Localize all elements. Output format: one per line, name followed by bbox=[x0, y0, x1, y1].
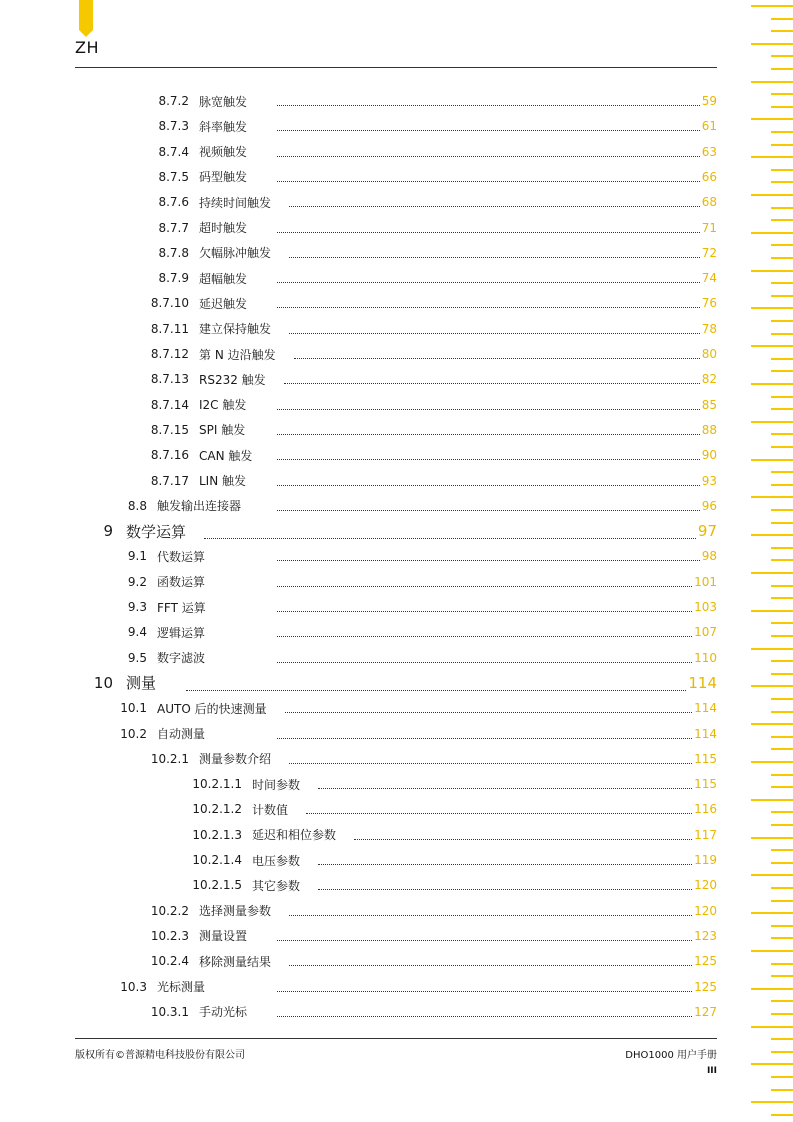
toc-entry[interactable] bbox=[0, 342, 717, 366]
toc-entry-title: I2C 触发 bbox=[199, 398, 247, 413]
toc-entry-title: 超幅触发 bbox=[199, 271, 248, 286]
toc-entry[interactable] bbox=[0, 975, 717, 999]
toc-leader-dots bbox=[277, 458, 700, 460]
toc-entry-number: 8.7.3 bbox=[158, 119, 189, 134]
toc-entry[interactable] bbox=[0, 823, 717, 847]
toc-entry-page: 76 bbox=[701, 296, 717, 311]
toc-leader-dots bbox=[277, 104, 700, 106]
ruler-tick bbox=[771, 1089, 793, 1091]
toc-entry-page: 117 bbox=[694, 827, 717, 842]
toc-entry-page: 88 bbox=[701, 422, 717, 437]
footer-rule bbox=[75, 1038, 717, 1039]
toc-entry-number: 9.4 bbox=[127, 625, 147, 640]
ruler-tick bbox=[771, 673, 793, 675]
ruler-tick bbox=[751, 685, 793, 687]
ruler-tick bbox=[771, 471, 793, 473]
toc-entry[interactable] bbox=[0, 570, 717, 594]
ruler-tick bbox=[771, 446, 793, 448]
toc-entry-number: 8.8 bbox=[127, 498, 147, 513]
toc-entry-number: 10.2 bbox=[120, 726, 147, 741]
ruler-tick bbox=[771, 1000, 793, 1002]
toc-entry-title: 电压参数 bbox=[252, 853, 301, 868]
toc-entry[interactable] bbox=[0, 620, 717, 644]
toc-entry[interactable] bbox=[0, 519, 717, 543]
toc-entry-page: 123 bbox=[694, 928, 717, 943]
toc-entry[interactable] bbox=[0, 924, 717, 948]
ruler-tick bbox=[771, 408, 793, 410]
toc-entry[interactable] bbox=[0, 671, 717, 695]
toc-entry-title: 视频触发 bbox=[199, 145, 248, 160]
toc-entry-number: 10.2.4 bbox=[150, 954, 189, 969]
toc-entry-page: 115 bbox=[694, 777, 717, 792]
toc-entry-page: 110 bbox=[694, 650, 717, 665]
ruler-tick bbox=[751, 874, 793, 876]
toc-entry[interactable] bbox=[0, 241, 717, 265]
toc-leader-dots bbox=[284, 382, 700, 384]
ruler-tick bbox=[771, 1114, 793, 1116]
ruler-tick bbox=[771, 144, 793, 146]
toc-entry-number: 8.7.2 bbox=[158, 94, 189, 108]
page-number: III bbox=[706, 1066, 717, 1076]
toc-leader-dots bbox=[277, 306, 700, 308]
toc-entry[interactable] bbox=[0, 1000, 717, 1024]
toc-entry-number: 8.7.11 bbox=[150, 321, 189, 336]
ruler-tick bbox=[751, 270, 793, 272]
toc-leader-dots bbox=[354, 838, 692, 840]
toc-leader-dots bbox=[277, 129, 700, 131]
toc-leader-dots bbox=[186, 689, 686, 691]
toc-leader-dots bbox=[277, 661, 692, 663]
toc-leader-dots bbox=[289, 964, 692, 966]
toc-entry-title: AUTO 后的快速测量 bbox=[157, 701, 267, 716]
ruler-tick bbox=[771, 396, 793, 398]
toc-entry-page: 125 bbox=[694, 954, 717, 969]
toc-entry-page: 68 bbox=[701, 195, 717, 210]
ruler-tick bbox=[751, 307, 793, 309]
toc-entry-page: 66 bbox=[701, 169, 717, 184]
toc-entry-page: 98 bbox=[701, 549, 717, 564]
footer-manual-title: DHO1000 用户手册 bbox=[625, 1050, 717, 1061]
ruler-tick bbox=[771, 257, 793, 259]
toc-entry-page: 115 bbox=[694, 751, 717, 766]
toc-entry-page: 114 bbox=[694, 701, 717, 716]
toc-leader-dots bbox=[289, 332, 700, 334]
toc-entry-number: 10.2.1.2 bbox=[192, 802, 242, 817]
ruler-tick bbox=[771, 887, 793, 889]
ruler-tick bbox=[771, 975, 793, 977]
ruler-tick bbox=[771, 244, 793, 246]
toc-leader-dots bbox=[318, 787, 692, 789]
ruler-tick bbox=[771, 333, 793, 335]
toc-entry-title: 其它参数 bbox=[252, 878, 301, 893]
toc-entry-title: 时间参数 bbox=[252, 777, 301, 792]
toc-entry-number: 8.7.16 bbox=[150, 448, 189, 463]
ruler-tick bbox=[771, 295, 793, 297]
toc-leader-dots bbox=[294, 357, 700, 359]
toc-entry-number: 10.2.1.5 bbox=[192, 878, 242, 893]
ruler-tick bbox=[771, 622, 793, 624]
toc-leader-dots bbox=[277, 509, 700, 511]
ruler-tick bbox=[771, 597, 793, 599]
ruler-tick bbox=[751, 1026, 793, 1028]
toc-entry-number: 10.2.2 bbox=[150, 903, 189, 918]
toc-leader-dots bbox=[277, 559, 700, 561]
toc-entry-number: 10.2.3 bbox=[150, 928, 189, 943]
toc-entry-number: 9.5 bbox=[127, 650, 147, 665]
toc-entry-title: 选择测量参数 bbox=[199, 904, 272, 919]
ruler-tick bbox=[751, 988, 793, 990]
toc-entry-number: 9.1 bbox=[127, 549, 147, 564]
toc-entry[interactable] bbox=[0, 367, 717, 391]
ruler-tick bbox=[771, 181, 793, 183]
toc-entry-page: 107 bbox=[694, 625, 717, 640]
toc-entry-title: 移除测量结果 bbox=[199, 954, 272, 969]
toc-entry-page: 103 bbox=[694, 600, 717, 614]
toc-leader-dots bbox=[277, 635, 692, 637]
toc-entry-title: 触发输出连接器 bbox=[157, 499, 242, 514]
toc-entry-number: 10.2.1.1 bbox=[192, 777, 242, 792]
toc-leader-dots bbox=[277, 155, 700, 157]
toc-entry-number: 8.7.10 bbox=[150, 296, 189, 311]
toc-leader-dots bbox=[277, 180, 700, 182]
toc-entry-page: 119 bbox=[694, 853, 717, 867]
toc-entry-number: 8.7.5 bbox=[158, 169, 189, 184]
toc-entry[interactable] bbox=[0, 89, 717, 113]
toc-entry-number: 9 bbox=[103, 522, 113, 541]
toc-entry[interactable] bbox=[0, 190, 717, 214]
toc-entry-title: 逻辑运算 bbox=[157, 625, 206, 640]
ruler-tick bbox=[751, 610, 793, 612]
toc-entry-number: 8.7.6 bbox=[158, 195, 189, 210]
ruler-tick bbox=[771, 824, 793, 826]
toc-entry-page: 97 bbox=[697, 522, 717, 541]
ruler-tick bbox=[751, 43, 793, 45]
toc-entry[interactable] bbox=[0, 469, 717, 493]
ruler-tick bbox=[771, 433, 793, 435]
toc-entry-title: 测量 bbox=[126, 674, 157, 693]
ruler-tick bbox=[771, 900, 793, 902]
toc-leader-dots bbox=[277, 939, 692, 941]
ruler-tick bbox=[771, 282, 793, 284]
ruler-tick bbox=[751, 648, 793, 650]
toc-entry[interactable] bbox=[0, 696, 717, 720]
ruler-tick bbox=[771, 169, 793, 171]
toc-leader-dots bbox=[277, 610, 692, 612]
ruler-tick bbox=[751, 459, 793, 461]
toc-entry[interactable] bbox=[0, 646, 717, 670]
ruler-tick bbox=[751, 950, 793, 952]
ruler-tick bbox=[771, 547, 793, 549]
toc-leader-dots bbox=[277, 585, 692, 587]
header-tab-marker bbox=[79, 0, 93, 30]
toc-leader-dots bbox=[277, 281, 700, 283]
side-ruler-decoration bbox=[748, 0, 793, 1122]
ruler-tick bbox=[751, 837, 793, 839]
ruler-tick bbox=[771, 509, 793, 511]
ruler-tick bbox=[771, 925, 793, 927]
toc-entry-page: 72 bbox=[701, 245, 717, 260]
toc-entry-number: 8.7.9 bbox=[158, 271, 189, 286]
toc-leader-dots bbox=[277, 990, 692, 992]
ruler-tick bbox=[771, 207, 793, 209]
ruler-tick bbox=[751, 81, 793, 83]
toc-entry-page: 101 bbox=[694, 574, 717, 589]
toc-entry-title: 测量参数介绍 bbox=[199, 752, 272, 767]
toc-entry-title: 自动测量 bbox=[157, 727, 206, 741]
toc-leader-dots bbox=[277, 231, 700, 233]
ruler-tick bbox=[751, 232, 793, 234]
toc-entry-number: 8.7.13 bbox=[150, 372, 189, 387]
ruler-tick bbox=[771, 748, 793, 750]
toc-entry[interactable] bbox=[0, 949, 717, 973]
toc-entry-title: 延迟和相位参数 bbox=[252, 828, 337, 843]
ruler-tick bbox=[771, 559, 793, 561]
header-rule bbox=[75, 67, 717, 68]
ruler-tick bbox=[751, 118, 793, 120]
ruler-tick bbox=[751, 1063, 793, 1065]
toc-leader-dots bbox=[289, 914, 692, 916]
ruler-tick bbox=[751, 156, 793, 158]
toc-entry-number: 8.7.7 bbox=[158, 220, 189, 235]
toc-entry-title: FFT 运算 bbox=[157, 600, 206, 615]
ruler-tick bbox=[751, 723, 793, 725]
toc-leader-dots bbox=[277, 484, 700, 486]
toc-entry-number: 9.2 bbox=[127, 574, 147, 589]
ruler-tick bbox=[771, 219, 793, 221]
toc-entry[interactable] bbox=[0, 494, 717, 518]
toc-leader-dots bbox=[277, 408, 700, 410]
ruler-tick bbox=[771, 370, 793, 372]
toc-entry-number: 8.7.14 bbox=[150, 397, 189, 412]
toc-leader-dots bbox=[289, 205, 700, 207]
ruler-tick bbox=[771, 1038, 793, 1040]
toc-entry[interactable] bbox=[0, 899, 717, 923]
toc-entry-number: 10.3 bbox=[120, 979, 147, 994]
toc-entry-number: 8.7.8 bbox=[158, 245, 189, 260]
toc-entry-number: 8.7.4 bbox=[158, 144, 189, 159]
toc-entry-title: 代数运算 bbox=[157, 549, 206, 564]
toc-entry[interactable] bbox=[0, 873, 717, 897]
toc-entry-page: 90 bbox=[701, 448, 717, 463]
toc-leader-dots bbox=[277, 737, 692, 739]
toc-entry-page: 71 bbox=[701, 220, 717, 235]
toc-entry-number: 10.1 bbox=[120, 701, 147, 716]
ruler-tick bbox=[771, 320, 793, 322]
ruler-tick bbox=[751, 194, 793, 196]
toc-entry-title: CAN 触发 bbox=[199, 448, 253, 463]
toc-entry-title: RS232 触发 bbox=[199, 372, 266, 387]
toc-entry-page: 63 bbox=[701, 144, 717, 159]
toc-entry-number: 8.7.12 bbox=[150, 347, 189, 361]
toc-entry[interactable] bbox=[0, 747, 717, 771]
toc-entry-page: 114 bbox=[688, 673, 717, 692]
toc-entry-page: 93 bbox=[701, 473, 717, 488]
toc-entry-page: 74 bbox=[701, 271, 717, 286]
toc-leader-dots bbox=[306, 812, 692, 814]
ruler-tick bbox=[771, 484, 793, 486]
toc-entry-page: 80 bbox=[701, 347, 717, 361]
toc-entry[interactable] bbox=[0, 443, 717, 467]
toc-leader-dots bbox=[204, 537, 696, 539]
ruler-tick bbox=[771, 1013, 793, 1015]
toc-entry-title: 计数值 bbox=[252, 802, 289, 817]
ruler-tick bbox=[771, 1051, 793, 1053]
toc-entry[interactable] bbox=[0, 291, 717, 315]
ruler-tick bbox=[771, 131, 793, 133]
toc-entry[interactable] bbox=[0, 848, 717, 872]
toc-entry[interactable] bbox=[0, 797, 717, 821]
ruler-tick bbox=[771, 811, 793, 813]
language-label: ZH bbox=[75, 38, 99, 57]
toc-entry-title: 斜率触发 bbox=[199, 119, 248, 134]
toc-entry-title: 手动光标 bbox=[199, 1005, 248, 1020]
ruler-tick bbox=[751, 496, 793, 498]
toc-entry-number: 9.3 bbox=[127, 600, 147, 614]
toc-entry[interactable] bbox=[0, 266, 717, 290]
toc-entry-page: 78 bbox=[701, 321, 717, 336]
toc-leader-dots bbox=[285, 711, 692, 713]
toc-entry-page: 82 bbox=[701, 372, 717, 387]
ruler-tick bbox=[751, 761, 793, 763]
toc-entry-number: 8.7.15 bbox=[150, 422, 189, 437]
ruler-tick bbox=[771, 522, 793, 524]
toc-entry-title: 数学运算 bbox=[126, 522, 187, 541]
toc-entry[interactable] bbox=[0, 114, 717, 138]
ruler-tick bbox=[771, 937, 793, 939]
ruler-tick bbox=[751, 799, 793, 801]
toc-entry-title: 数字滤波 bbox=[157, 651, 206, 666]
ruler-tick bbox=[771, 774, 793, 776]
toc-leader-dots bbox=[318, 888, 692, 890]
ruler-tick bbox=[771, 106, 793, 108]
ruler-tick bbox=[771, 30, 793, 32]
toc-leader-dots bbox=[289, 762, 692, 764]
toc-entry[interactable] bbox=[0, 595, 717, 619]
toc-leader-dots bbox=[277, 433, 700, 435]
toc-entry[interactable] bbox=[0, 772, 717, 796]
ruler-tick bbox=[771, 93, 793, 95]
toc-entry-number: 8.7.17 bbox=[150, 473, 189, 488]
toc-entry-title: 延迟触发 bbox=[199, 296, 248, 311]
ruler-tick bbox=[771, 698, 793, 700]
toc-entry[interactable] bbox=[0, 165, 717, 189]
toc-leader-dots bbox=[318, 863, 692, 865]
ruler-tick bbox=[751, 345, 793, 347]
toc-entry-page: 116 bbox=[694, 802, 717, 817]
ruler-tick bbox=[771, 585, 793, 587]
ruler-tick bbox=[771, 1076, 793, 1078]
toc-entry-number: 10.2.1 bbox=[150, 751, 189, 766]
ruler-tick bbox=[771, 849, 793, 851]
toc-entry[interactable] bbox=[0, 216, 717, 240]
toc-entry-title: SPI 触发 bbox=[199, 423, 246, 438]
toc-leader-dots bbox=[289, 256, 700, 258]
ruler-tick bbox=[751, 534, 793, 536]
ruler-tick bbox=[751, 421, 793, 423]
toc-entry-title: 函数运算 bbox=[157, 575, 206, 590]
ruler-tick bbox=[771, 18, 793, 20]
ruler-tick bbox=[771, 660, 793, 662]
toc-entry-title: 第 N 边沿触发 bbox=[199, 347, 276, 362]
ruler-tick bbox=[771, 786, 793, 788]
toc-entry[interactable] bbox=[0, 722, 717, 746]
toc-entry[interactable] bbox=[0, 544, 717, 568]
toc-entry-page: 96 bbox=[701, 498, 717, 513]
toc-entry-number: 10.3.1 bbox=[150, 1004, 189, 1019]
toc-entry-page: 120 bbox=[694, 903, 717, 918]
toc-entry-title: 建立保持触发 bbox=[199, 322, 272, 337]
toc-entry[interactable] bbox=[0, 140, 717, 164]
toc-entry-title: 光标测量 bbox=[157, 980, 206, 994]
toc-entry-page: 59 bbox=[701, 94, 717, 108]
toc-entry-page: 114 bbox=[694, 726, 717, 741]
toc-entry-title: 超时触发 bbox=[199, 221, 248, 235]
toc-entry-page: 127 bbox=[694, 1004, 717, 1019]
toc-entry-page: 120 bbox=[694, 878, 717, 893]
footer-copyright: 版权所有©普源精电科技股份有限公司 bbox=[75, 1050, 245, 1061]
toc-entry-title: 码型触发 bbox=[199, 170, 248, 185]
ruler-tick bbox=[771, 635, 793, 637]
ruler-tick bbox=[751, 572, 793, 574]
toc-entry-title: LIN 触发 bbox=[199, 474, 247, 488]
ruler-tick bbox=[771, 358, 793, 360]
ruler-tick bbox=[751, 1101, 793, 1103]
toc-leader-dots bbox=[277, 1015, 692, 1017]
ruler-tick bbox=[771, 862, 793, 864]
toc-entry-page: 61 bbox=[701, 119, 717, 134]
ruler-tick bbox=[771, 963, 793, 965]
ruler-tick bbox=[771, 736, 793, 738]
toc-entry[interactable] bbox=[0, 317, 717, 341]
toc-entry-page: 85 bbox=[701, 397, 717, 412]
ruler-tick bbox=[771, 711, 793, 713]
toc-entry-number: 10.2.1.3 bbox=[192, 827, 242, 842]
toc-entry-title: 脉宽触发 bbox=[199, 94, 248, 109]
toc-entry-title: 持续时间触发 bbox=[199, 195, 272, 210]
ruler-tick bbox=[771, 68, 793, 70]
toc-entry-number: 10.2.1.4 bbox=[192, 853, 242, 867]
toc-entry-number: 10 bbox=[93, 673, 113, 692]
ruler-tick bbox=[751, 912, 793, 914]
toc-entry-title: 欠幅脉冲触发 bbox=[199, 246, 272, 261]
toc-entry-page: 125 bbox=[694, 979, 717, 994]
toc-entry[interactable] bbox=[0, 418, 717, 442]
toc-entry[interactable] bbox=[0, 393, 717, 417]
ruler-tick bbox=[751, 383, 793, 385]
ruler-tick bbox=[751, 5, 793, 7]
toc-entry-title: 测量设置 bbox=[199, 929, 248, 944]
ruler-tick bbox=[771, 55, 793, 57]
